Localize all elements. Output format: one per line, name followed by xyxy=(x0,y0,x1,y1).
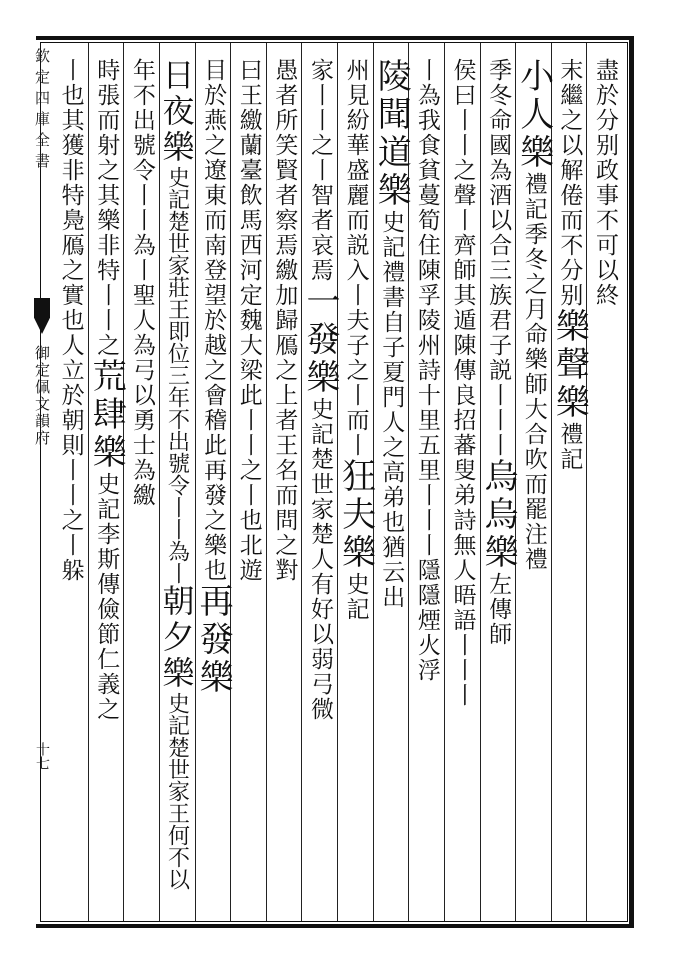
text-run: 禮記季冬之月命樂師大合吹而罷注禮 xyxy=(520,172,547,572)
text-run: 年不出號令丨丨為丨 xyxy=(128,58,155,283)
text-run: 繳加歸鴈之上者王名而問之對 xyxy=(271,258,298,583)
headword: 日夜樂 xyxy=(157,58,196,166)
page-number: 十七 xyxy=(34,742,50,770)
text-run: 丨也其獲非特鳧鴈之實也 xyxy=(57,58,84,333)
headword: 狂夫樂 xyxy=(335,458,376,572)
text-run: 史記楚世家莊王即位三年不出號令丨丨為丨 xyxy=(164,166,190,584)
text-run: 聖人為弓以勇士為繳 xyxy=(128,283,155,508)
column-rule xyxy=(230,43,231,921)
text-column xyxy=(549,58,590,918)
headword: 聞道樂 xyxy=(371,96,412,210)
column-rule xyxy=(586,43,587,921)
book-name: 御定佩文韻府 xyxy=(33,345,51,447)
headword: 小人樂 xyxy=(513,58,554,172)
headword: 陵 xyxy=(371,58,412,96)
text-column xyxy=(478,58,519,918)
text-run: 人立於朝則丨丨之丨躲 xyxy=(57,333,84,583)
headword: 一發樂 xyxy=(300,283,340,397)
text-column xyxy=(444,58,480,918)
text-run: 愚者所笑賢者察焉 xyxy=(271,58,298,258)
text-run: 史記 xyxy=(342,572,369,622)
column-rule xyxy=(88,43,89,921)
text-run: 禮記 xyxy=(556,422,583,472)
text-column xyxy=(513,58,554,918)
text-run: 目於燕之遼東而南登望於越之會稽此再發之樂也 xyxy=(200,58,227,583)
text-run: 時張而射之其樂非特丨丨之 xyxy=(93,58,120,358)
text-run: 左傳師 xyxy=(485,572,512,647)
text-run: 史記禮書自子夏門人之高弟也猶云出 xyxy=(378,210,405,610)
text-column xyxy=(408,58,444,918)
text-run: 家丨丨之丨智者哀焉 xyxy=(307,58,333,283)
text-column xyxy=(335,58,376,918)
column-rule xyxy=(159,43,160,921)
text-column xyxy=(159,58,195,918)
column-rule xyxy=(301,43,302,921)
headword: 朝夕樂 xyxy=(157,584,196,692)
text-run: 史記楚世家楚人有好以弱弓微 xyxy=(307,397,333,722)
text-run: 侯曰丨丨之聲丨齊師其遁陳傳良招蕃叟弟詩無人晤語丨丨丨 xyxy=(449,58,476,708)
headword: 荒肆樂 xyxy=(86,358,127,472)
text-run: 丨為我食貧蔓筍住陳孚陵州詩十里五里丨丨丨隱隱煙火浮 xyxy=(413,58,440,683)
text-column xyxy=(52,58,88,918)
column-rule xyxy=(444,43,445,921)
column-rule xyxy=(337,43,338,921)
column-rule xyxy=(480,43,481,921)
column-rule xyxy=(123,43,124,921)
text-column xyxy=(86,58,127,918)
text-run: 史記李斯傳儉節仁義之 xyxy=(93,472,120,722)
text-column xyxy=(586,58,622,918)
headword: 樂聲樂 xyxy=(549,308,590,422)
text-run: 曰王繳蘭臺飲馬西河定魏大梁此丨丨之丨也北遊 xyxy=(235,58,262,583)
text-column xyxy=(300,58,340,918)
text-column xyxy=(193,58,234,918)
text-column xyxy=(123,58,159,918)
text-column xyxy=(266,58,302,918)
text-run: 季冬命國為酒以合三族君子説丨丨丨 xyxy=(485,58,512,458)
headword: 再發樂 xyxy=(193,583,234,697)
spine-title: 欽定四庫全書 xyxy=(33,48,51,174)
text-run: 末繼之以解倦而不分别 xyxy=(556,58,583,308)
text-run: 史記楚世家王何不以 xyxy=(164,692,190,890)
text-run: 州 xyxy=(342,58,369,83)
column-rule xyxy=(195,43,196,921)
text-run: 見紛華盛麗而説入丨夫子之丨而丨 xyxy=(342,83,369,458)
text-column xyxy=(371,58,412,918)
text-run: 盡於分别政事不可以終 xyxy=(592,58,618,308)
text-column xyxy=(230,58,266,918)
column-rule xyxy=(551,43,552,921)
column-rule xyxy=(266,43,267,921)
headword: 烏烏樂 xyxy=(478,458,519,572)
